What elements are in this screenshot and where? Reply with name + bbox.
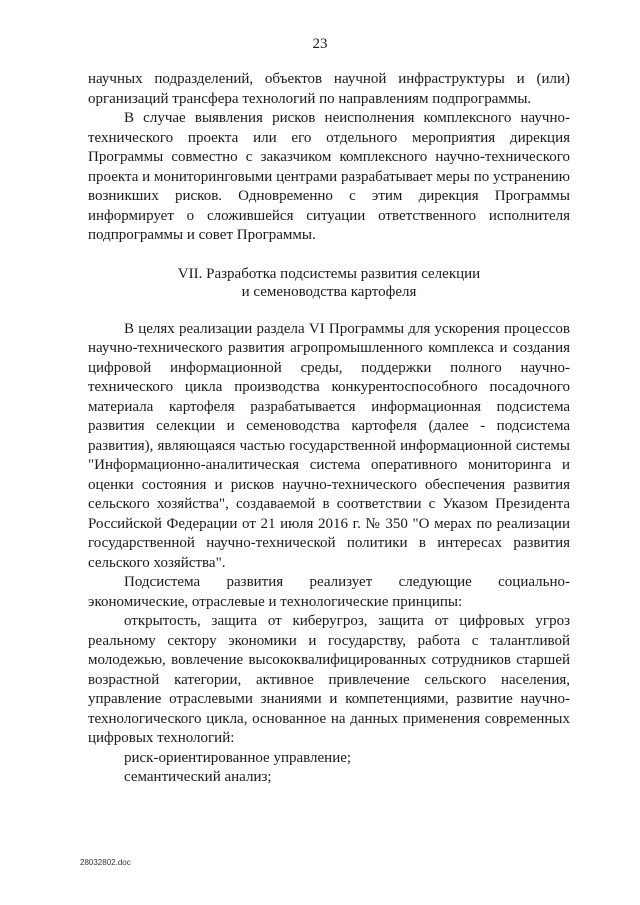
page-number: 23	[312, 36, 328, 52]
list-item-semantic-analysis: семантический анализ;	[124, 769, 272, 785]
list-item-risk-management: риск-ориентированное управление;	[124, 749, 352, 766]
section-heading-line-1: VII. Разработка подсистемы развития селекции	[177, 265, 481, 282]
footer-file-code: 28032802.doc	[80, 858, 131, 867]
paragraph-continuation: научных подразделений, объектов научной инфраструктуры и (или) организаций трансфера технологий по направлениям подпрограммы.	[88, 71, 570, 107]
paragraph-subsystem-purpose: В целях реализации раздела VI Программы для ускорения процессов научно-технического развития агропромышленного комплекса и создания цифровой информационной среды, поддержки полного научно-технического цикла производства конкурентоспособного посадочного материала картофеля разрабатывается информационная подсистема развития селекции и семеноводства картофеля (далее - подсистема развития), являющаяся частью государственной информационной системы "Информационно-аналитическая система оперативного мониторинга и оценки состояния и рисков научно-технического обеспечения развития сельского хозяйства", создаваемой в соответствии с Указом Президента Российской Федерации от 21 июля 2016 г. № 350 "О мерах по реализации государственной научно-технической политики в интересах развития сельского хозяйства".	[88, 320, 570, 571]
paragraph-principles-list: открытость, защита от киберугроз, защита от цифровых угроз реальному сектору экономики и государству, работа с талантливой молодежью, вовлечение высококвалифицированных сотрудников старшей возрастной категории, активное привлечение сельского населения, управление отраслевыми знаниями и компетенциями, развитие научно-технологического цикла, основанное на данных применения современных цифровых технологий:	[88, 613, 570, 746]
paragraph-principles-intro: Подсистема развития реализует следующие социально-экономические, отраслевые и технологические принципы:	[88, 574, 570, 610]
paragraph-risks: В случае выявления рисков неисполнения комплексного научно-технического проекта или его отдельного мероприятия дирекция Программы совместно с заказчиком комплексного научно-технического проекта и мониторинговыми центрами разрабатывает меры по устранению возникших рисков. Одновременно с этим дирекция Программы информирует о сложившейся ситуации ответственного исполнителя подпрограммы и совет Программы.	[88, 110, 570, 243]
section-heading	[88, 265, 570, 301]
section-heading-line-2: и семеноводства картофеля	[241, 283, 417, 300]
document-body	[88, 70, 570, 788]
